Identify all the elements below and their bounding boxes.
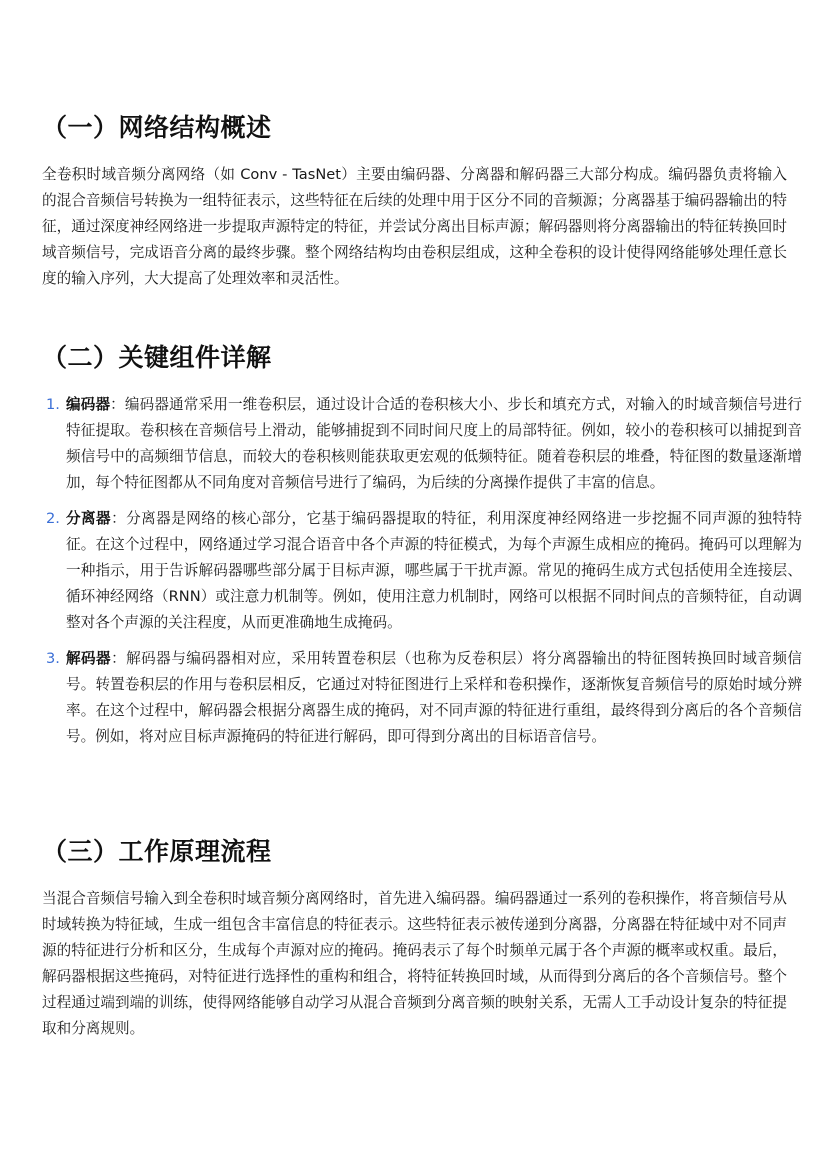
section-title: （二）关键组件详解 bbox=[42, 343, 272, 372]
section-key-components bbox=[42, 340, 802, 760]
components-list bbox=[42, 392, 802, 750]
section-network-overview bbox=[42, 110, 787, 292]
list-number: 2. bbox=[46, 510, 60, 527]
list-number: 3. bbox=[46, 650, 60, 667]
section-paragraph: 当混合音频信号输入到全卷积时域音频分离网络时，首先进入编码器。编码器通过一系列的卷积操作，将音频信号从时域转换为特征域，生成一组包含丰富信息的特征表示。这些特征表示被传递到分离器，分离器在特征域中对不同声源的特征进行分析和区分，生成每个声源对应的掩码。掩码表示了每个时频单元属于各个声源的概率或权重。最后，解码器根据这些掩码，对特征进行选择性的重构和组合，将特征转换回时域，从而得到分离后的各个音频信号。整个过程通过端到端的训练，使得网络能够自动学习从混合音频到分离音频的映射关系，无需人工手动设计复杂的特征提取和分离规则。 bbox=[42, 890, 787, 1037]
list-item-separator bbox=[42, 506, 802, 636]
section-title: （三）工作原理流程 bbox=[42, 837, 272, 866]
section-working-principle bbox=[42, 834, 787, 1042]
list-number: 1. bbox=[46, 396, 60, 413]
list-term: 解码器 bbox=[66, 650, 112, 667]
list-item-encoder bbox=[42, 392, 802, 496]
list-text: ：编码器通常采用一维卷积层，通过设计合适的卷积核大小、步长和填充方式，对输入的时域音频信号进行特征提取。卷积核在音频信号上滑动，能够捕捉到不同时间尺度上的局部特征。例如，较小的卷积核可以捕捉到音频信号中的高频细节信息，而较大的卷积核则能获取更宏观的低频特征。随着卷积层的堆叠，特征图的数量逐渐增加，每个特征图都从不同角度对音频信号进行了编码，为后续的分离操作提供了丰富的信息。 bbox=[66, 396, 802, 491]
section-title: （一）网络结构概述 bbox=[42, 113, 272, 142]
list-item-decoder bbox=[42, 646, 802, 750]
section-paragraph: 全卷积时域音频分离网络（如 Conv - TasNet）主要由编码器、分离器和解码器三大部分构成。编码器负责将输入的混合音频信号转换为一组特征表示，这些特征在后续的处理中用于区分不同的音频源；分离器基于编码器输出的特征，通过深度神经网络进一步提取声源特定的特征，并尝试分离出目标声源；解码器则将分离器输出的特征转换回时域音频信号，完成语音分离的最终步骤。整个网络结构均由卷积层组成，这种全卷积的设计使得网络能够处理任意长度的输入序列，大大提高了处理效率和灵活性。 bbox=[42, 166, 787, 287]
list-term: 分离器 bbox=[66, 510, 112, 527]
list-text: ：分离器是网络的核心部分，它基于编码器提取的特征，利用深度神经网络进一步挖掘不同声源的独特特征。在这个过程中，网络通过学习混合语音中各个声源的特征模式，为每个声源生成相应的掩码。掩码可以理解为一种指示，用于告诉解码器哪些部分属于目标声源，哪些属于干扰声源。常见的掩码生成方式包括使用全连接层、循环神经网络（RNN）或注意力机制等。例如，使用注意力机制时，网络可以根据不同时间点的音频特征，自动调整对各个声源的关注程度，从而更准确地生成掩码。 bbox=[66, 510, 802, 631]
list-term: 编码器 bbox=[66, 396, 111, 413]
list-text: ：解码器与编码器相对应，采用转置卷积层（也称为反卷积层）将分离器输出的特征图转换回时域音频信号。转置卷积层的作用与卷积层相反，它通过对特征图进行上采样和卷积操作，逐渐恢复音频信号的原始时域分辨率。在这个过程中，解码器会根据分离器生成的掩码，对不同声源的特征进行重组，最终得到分离后的各个音频信号。例如，将对应目标声源掩码的特征进行解码，即可得到分离出的目标语音信号。 bbox=[66, 650, 802, 745]
